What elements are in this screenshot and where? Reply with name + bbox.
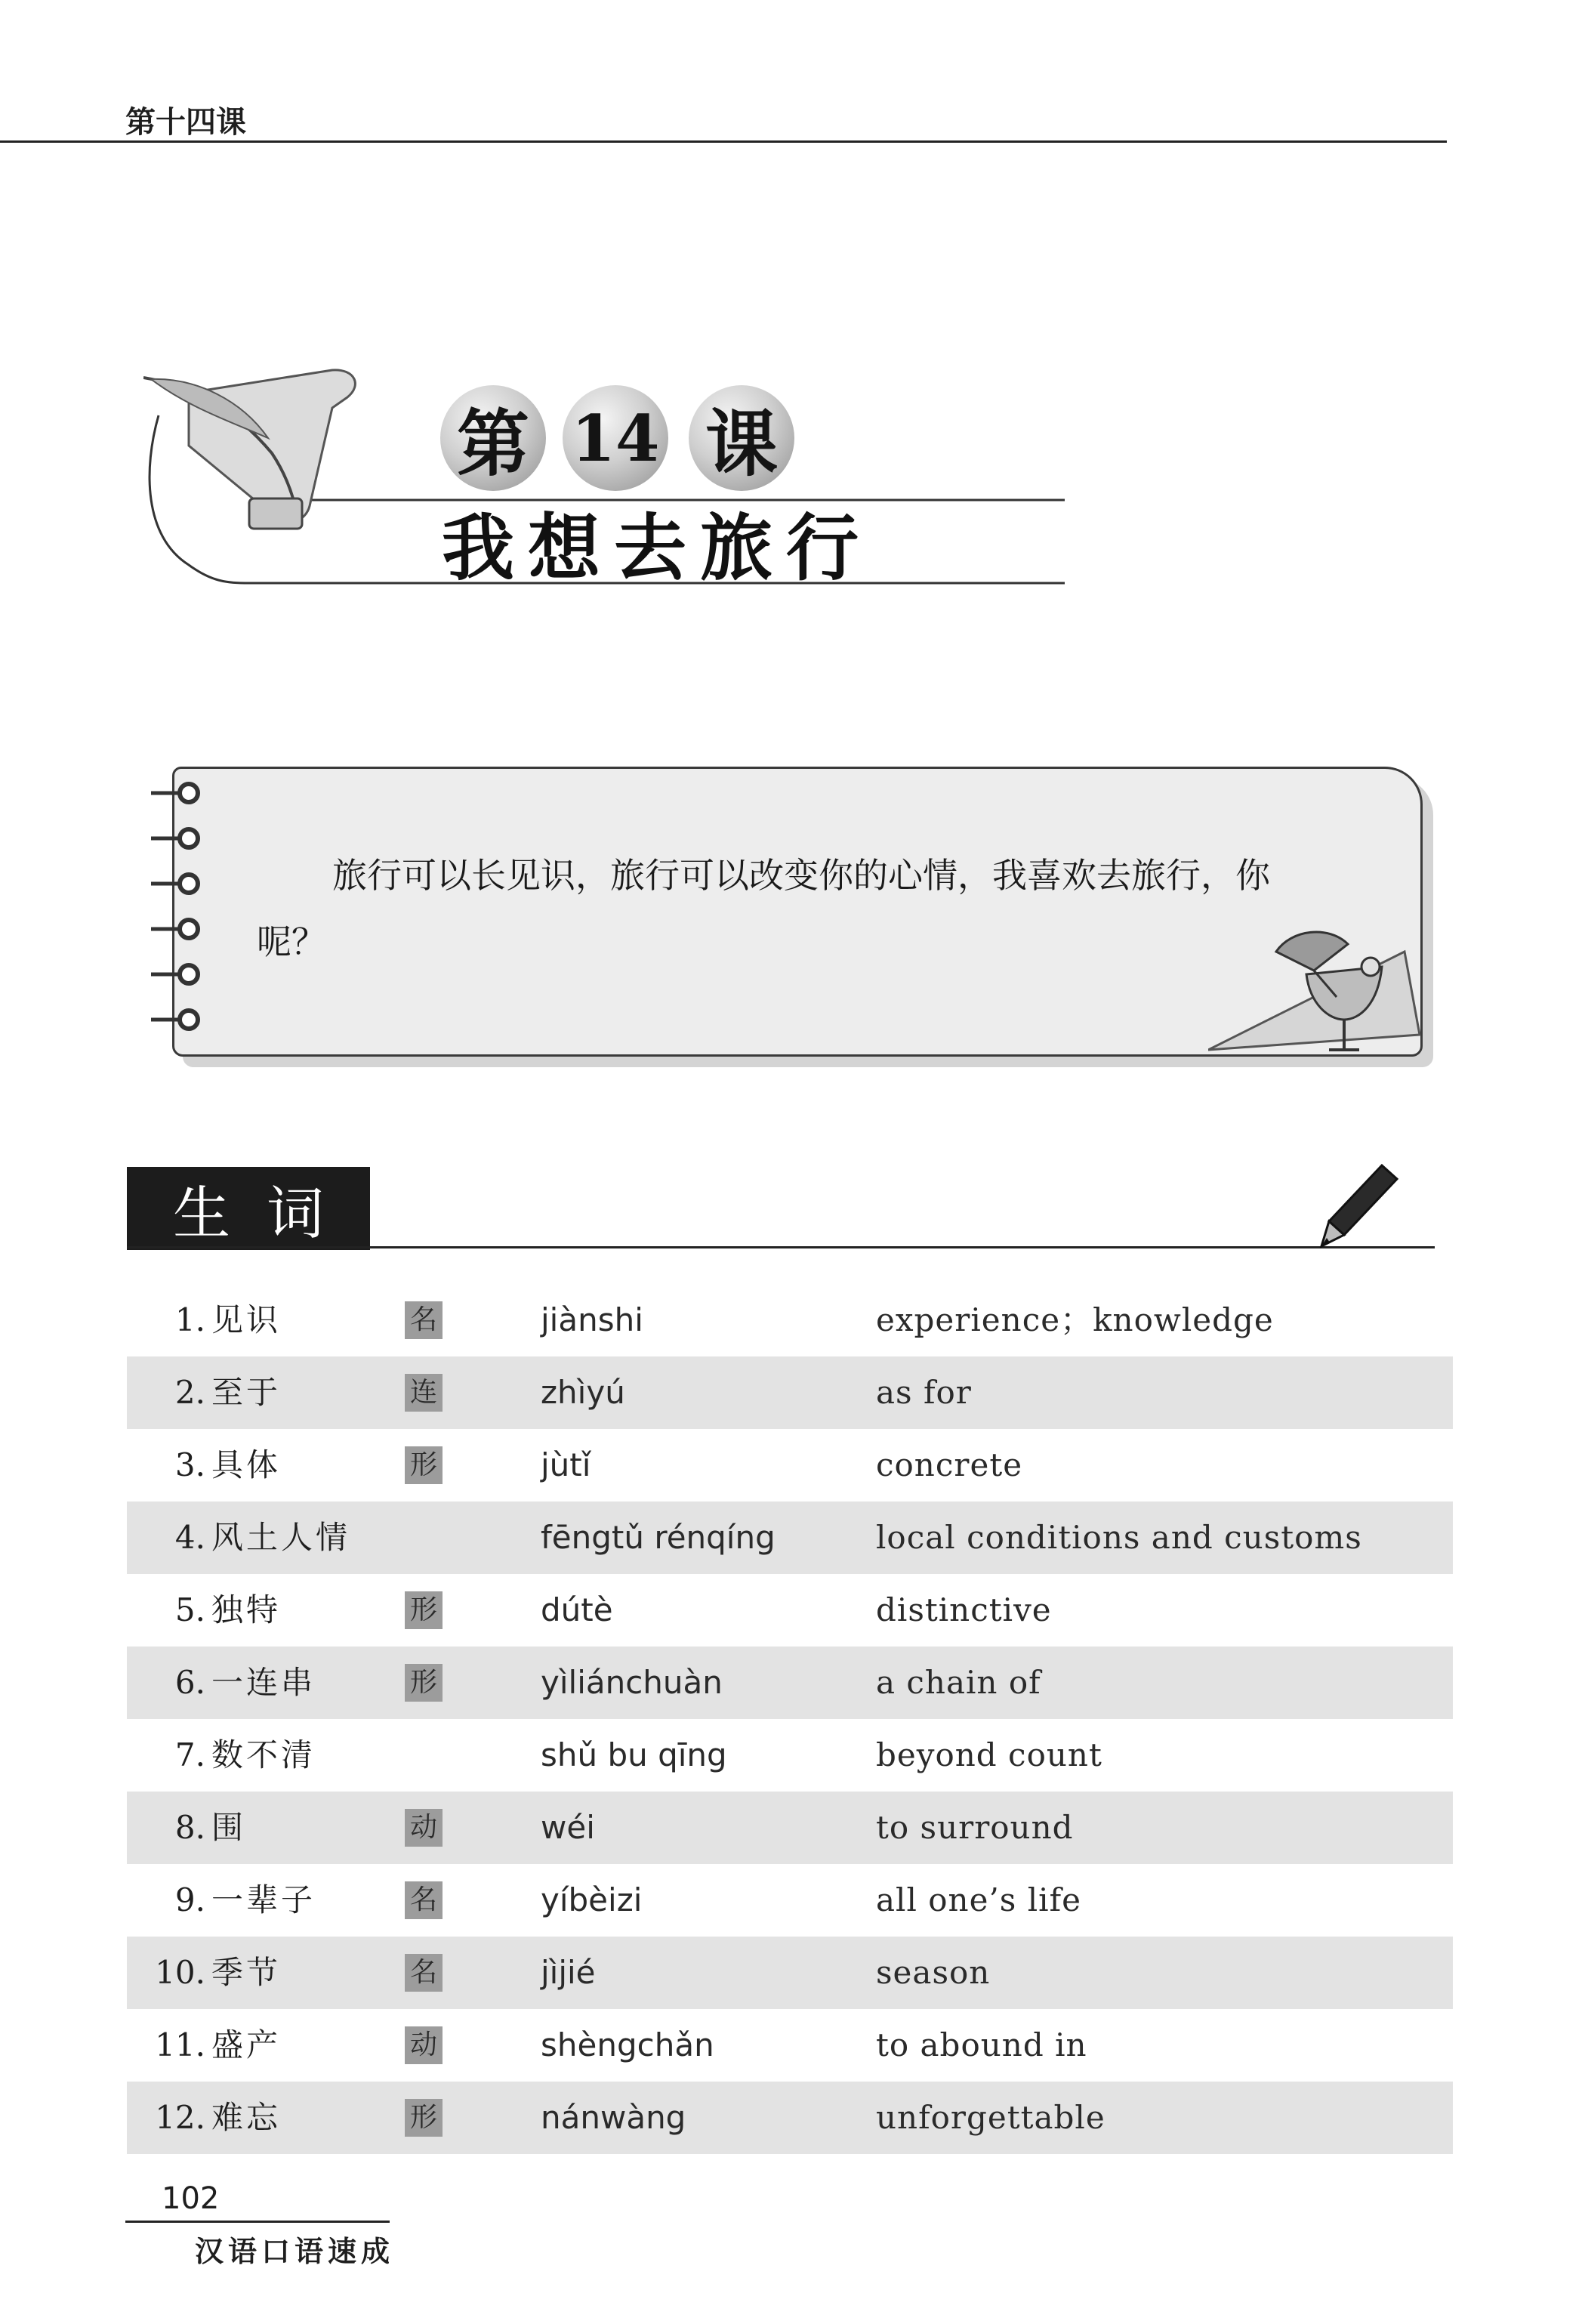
vocab-word: 季节 [211,1954,282,1991]
vocab-number: 6. [174,1664,205,1701]
vocab-row [127,1429,1453,1501]
vocab-word: 见识 [211,1301,282,1338]
intro-text: 旅行可以长见识，旅行可以改变你的心情，我喜欢去旅行，你呢？ [257,855,1270,962]
vocab-number: 7. [174,1736,205,1773]
lesson-number-badge [563,385,668,491]
vocab-pinyin: dútè [541,1591,613,1628]
vocab-pos-tag: 形 [405,1446,443,1484]
vocab-word: 一连串 [211,1664,316,1701]
vocab-english: beyond count [876,1736,1102,1773]
vocab-word: 围 [211,1809,247,1846]
vocab-number: 5. [174,1591,205,1628]
vocab-pos-tag: 名 [405,1954,443,1992]
vocab-word: 盛产 [211,2026,282,2063]
vocab-number: 8. [174,1809,205,1846]
vocab-english: season [876,1954,991,1991]
vocab-number: 4. [174,1519,205,1556]
running-header: 第十四课 [125,105,246,140]
vocab-number: 9. [174,1881,205,1918]
vocab-english: to abound in [876,2026,1087,2063]
vocab-english: experience；knowledge [876,1301,1274,1338]
vocab-pinyin: jìjié [541,1954,596,1991]
vocab-pos-tag: 动 [405,2026,443,2064]
vocab-word: 具体 [211,1446,282,1483]
vocab-pinyin: shǔ bu qīng [541,1736,727,1773]
vocab-pinyin: nánwàng [541,2099,686,2136]
section-header [127,1167,370,1250]
vocab-row [127,1284,1453,1356]
vocab-row [127,1937,1453,2009]
vocab-pos-tag: 形 [405,1591,443,1629]
vocab-row [127,1864,1453,1937]
book-title: 汉语口语速成 [195,2234,395,2268]
lesson-number: 14 [571,400,660,476]
vocab-number: 3. [174,1446,205,1483]
footer-rule [125,2221,390,2223]
vocab-pos-tag: 形 [405,2099,443,2137]
vocab-row [127,1356,1453,1429]
vocab-number: 1. [174,1301,205,1338]
vocab-pos-tag: 形 [405,1664,443,1702]
vocab-pinyin: yíbèizi [541,1881,643,1918]
vocab-pinyin: jiànshi [541,1301,643,1338]
vocab-pinyin: yìliánchuàn [541,1664,723,1701]
vocab-pos-tag: 连 [405,1374,443,1412]
vocab-pinyin: zhìyú [541,1374,625,1411]
header-rule [0,140,1447,143]
vocab-word: 数不清 [211,1736,316,1773]
vocab-english: as for [876,1374,972,1411]
section-title: 生词 [173,1179,360,1247]
vocab-pos-tag: 名 [405,1301,443,1339]
vocab-number: 11. [155,2026,205,2063]
vocab-word: 至于 [211,1374,282,1411]
vocab-number: 2. [174,1374,205,1411]
vocab-row [127,1792,1453,1864]
vocab-english: concrete [876,1446,1023,1483]
vocab-pinyin: wéi [541,1809,595,1846]
vocab-row [127,1719,1453,1792]
vocab-english: unforgettable [876,2099,1105,2136]
cocktail-umbrella-illustration [1208,921,1427,1057]
vocab-word: 风土人情 [211,1519,351,1556]
vocab-number: 12. [155,2099,205,2136]
vocabulary-list [127,1284,1453,2154]
lesson-title: 我想去旅行 [442,505,872,591]
vocab-english: local conditions and customs [876,1519,1362,1556]
vocab-word: 一辈子 [211,1881,316,1918]
vocab-row [127,2009,1453,2082]
vocab-row [127,2082,1453,2154]
vocab-pinyin: fēngtǔ rénqíng [541,1519,776,1556]
vocab-pinyin: shèngchǎn [541,2026,714,2063]
vocab-row [127,1501,1453,1574]
vocab-pos-tag: 动 [405,1809,443,1847]
page-number: 102 [162,2181,220,2216]
vocab-english: all one’s life [876,1881,1081,1918]
vocab-english: a chain of [876,1664,1041,1701]
lesson-char-badge-first: 第 [440,385,546,491]
ring-binding-icon [145,778,220,1050]
vocab-word: 独特 [211,1591,282,1628]
vocab-english: distinctive [876,1591,1052,1628]
section-rule [127,1246,1435,1248]
vocab-row [127,1647,1453,1719]
lesson-char-badge-last: 课 [689,385,794,491]
vocab-pos-tag: 名 [405,1881,443,1919]
pencil-icon [1318,1159,1401,1250]
vocab-row [127,1574,1453,1647]
vocab-english: to surround [876,1809,1074,1846]
vocab-pinyin: jùtǐ [541,1446,591,1483]
vocab-word: 难忘 [211,2099,282,2136]
vocab-number: 10. [155,1954,205,1991]
